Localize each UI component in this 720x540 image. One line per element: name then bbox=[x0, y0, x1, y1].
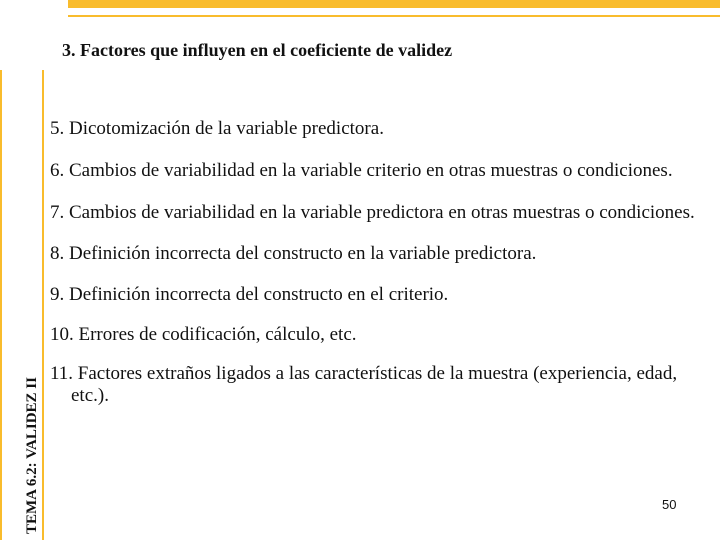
page-number: 50 bbox=[662, 497, 677, 512]
list-item: 11. Factores extraños ligados a las características de la muestra (experiencia, edad, etc.). bbox=[50, 363, 678, 406]
left-accent-stripe bbox=[0, 70, 2, 540]
top-accent-line bbox=[68, 15, 720, 17]
left-accent-divider bbox=[42, 70, 44, 540]
list-item: 7. Cambios de variabilidad en la variable predictora en otras muestras o condiciones. bbox=[50, 202, 695, 223]
side-label: TEMA 6.2: VALIDEZ II bbox=[24, 377, 40, 534]
slide-title: 3. Factores que influyen en el coeficiente de validez bbox=[62, 40, 453, 60]
list-item: 9. Definición incorrecta del constructo en el criterio. bbox=[50, 284, 449, 305]
top-accent-bar bbox=[68, 0, 720, 8]
list-item: 8. Definición incorrecta del constructo en la variable predictora. bbox=[50, 243, 537, 264]
factor-list bbox=[50, 118, 700, 407]
list-item: 6. Cambios de variabilidad en la variable criterio en otras muestras o condiciones. bbox=[50, 160, 673, 181]
list-item: 10. Errores de codificación, cálculo, etc. bbox=[50, 324, 357, 345]
list-item: 5. Dicotomización de la variable predictora. bbox=[50, 118, 384, 139]
